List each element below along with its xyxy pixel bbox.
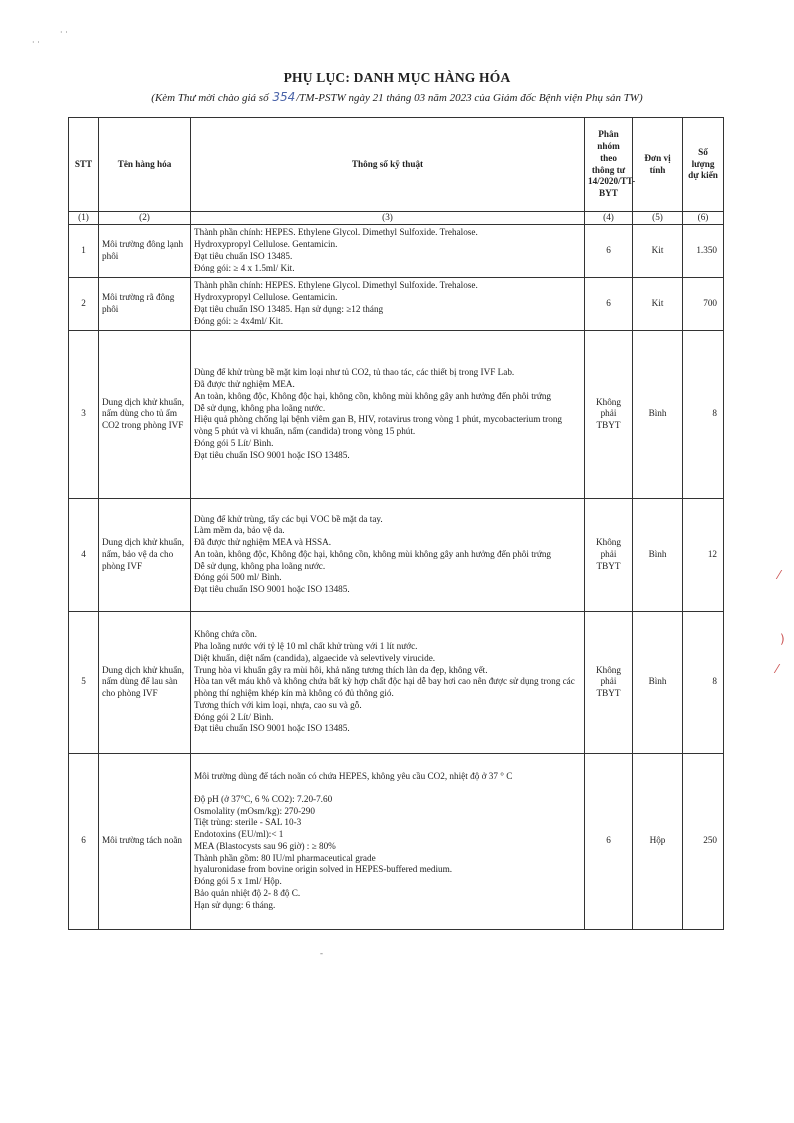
row-unit: Bình: [633, 611, 683, 753]
spec-line: Dễ sử dụng, không pha loãng nước.: [194, 560, 326, 571]
row-qty: 250: [683, 753, 724, 929]
table-row: [69, 753, 724, 929]
row-qty: 8: [683, 611, 724, 753]
spec-line: Dùng để khử trùng, tẩy các bụi VOC bề mặt da tay.: [194, 513, 383, 524]
spec-line: Tương thích với kim loại, nhựa, cao su và gỗ.: [194, 699, 362, 710]
spec-line: An toàn, không độc, Không độc hại, không cồn, không mùi không gây anh hưởng đến phôi trứng: [194, 390, 552, 401]
row-group: 6: [585, 753, 633, 929]
edge-mark: ⁄: [776, 662, 779, 676]
row-spec: [191, 611, 585, 753]
spec-line: Thành phần chính: HEPES. Ethylene Glycol. Dimethyl Sulfoxide. Trehalose.: [194, 280, 478, 291]
page-subtitle: [0, 90, 794, 104]
spec-line: Đạt tiêu chuẩn ISO 13485. Hạn sử dụng: ≥12 tháng: [194, 303, 384, 314]
spec-line: Đóng gói 5 x 1ml/ Hộp.: [194, 876, 282, 887]
table-row: [69, 224, 724, 277]
edge-mark: ): [780, 632, 785, 646]
row-spec: [191, 277, 585, 330]
goods-table: [68, 117, 724, 930]
row-unit: Hộp: [633, 753, 683, 929]
column-number-row: [69, 212, 724, 225]
subtitle-suffix: /TM-PSTW ngày 21 tháng 03 năm 2023 của Giám đốc Bệnh viện Phụ sản TW): [296, 92, 643, 104]
col-number: (6): [683, 212, 724, 225]
spec-line: Không chứa cồn.: [194, 629, 257, 640]
spec-line: Tiệt trùng: sterile - SAL 10-3: [194, 817, 302, 828]
row-qty: 700: [683, 277, 724, 330]
row-unit: Kit: [633, 277, 683, 330]
spec-line: Bảo quản nhiệt độ 2- 8 độ C.: [194, 887, 301, 898]
row-name: Môi trường rã đông phôi: [99, 277, 191, 330]
row-group: Không phải TBYT: [585, 498, 633, 611]
spec-line: Osmolality (mOsm/kg): 270-290: [194, 805, 315, 816]
row-group: 6: [585, 277, 633, 330]
spec-line: Làm mềm da, bảo vệ da.: [194, 525, 285, 536]
scan-speckle: · ·: [60, 28, 68, 37]
spec-line: Thành phần gồm: 80 IU/ml pharmaceutical grade: [194, 852, 376, 863]
spec-line: Hiệu quả phòng chống lại bệnh viêm gan B, HIV, rotavirus trong vòng 1 phút, mycobacterium trong vòng 5 phút và vi khuẩn, nấm (candida) trong vòng 15 phút.: [194, 414, 563, 437]
spec-line: Đã được thử nghiệm MEA.: [194, 378, 295, 389]
header-qty: Số lượng dự kiến: [683, 118, 724, 212]
spec-line: Độ pH (ở 37°C, 6 % CO2): 7.20-7.60: [194, 793, 333, 804]
row-group: 6: [585, 224, 633, 277]
row-stt: 2: [69, 277, 99, 330]
col-number: (4): [585, 212, 633, 225]
row-group: Không phải TBYT: [585, 611, 633, 753]
spec-line: Hydroxypropyl Cellulose. Gentamicin.: [194, 292, 338, 302]
spec-line: Đã được thử nghiệm MEA và HSSA.: [194, 537, 332, 548]
spec-line: Dùng để khử trùng bề mặt kim loại như tủ CO2, tủ thao tác, các thiết bị trong IVF Lab.: [194, 367, 515, 378]
spec-line: Môi trường dùng để tách noãn có chứa HEPES, không yêu cầu CO2, nhiệt độ ở 37 ° C: [194, 771, 513, 782]
scan-speckle: · ·: [32, 38, 40, 47]
spec-line: Đóng gói: ≥ 4 x 1.5ml/ Kit.: [194, 262, 295, 273]
scan-speckle: -: [320, 948, 323, 958]
row-unit: Bình: [633, 498, 683, 611]
row-unit: Kit: [633, 224, 683, 277]
spec-line: Pha loãng nước với tỷ lệ 10 ml chất khử trùng với 1 lít nước.: [194, 641, 418, 652]
row-spec: [191, 753, 585, 929]
row-qty: 1.350: [683, 224, 724, 277]
spec-line: Đạt tiêu chuẩn ISO 9001 hoặc ISO 13485.: [194, 723, 350, 734]
page-title: PHỤ LỤC: DANH MỤC HÀNG HÓA: [283, 70, 511, 85]
row-spec: [191, 224, 585, 277]
row-name: Môi trường tách noãn: [99, 753, 191, 929]
spec-line: Hòa tan vết máu khô và không chứa bất kỳ hợp chất độc hại dễ bay hơi cao nên được sử dụng trong các phòng thí nghiệm khép kín mà không có đủ thông gió.: [194, 676, 575, 699]
row-qty: 8: [683, 330, 724, 498]
row-stt: 1: [69, 224, 99, 277]
spec-line: Endotoxins (EU/ml):< 1: [194, 829, 284, 840]
header-unit: Đơn vị tính: [633, 118, 683, 212]
spec-line: Trung hòa vi khuẩn gây ra mùi hôi, khả năng tương thích làn da đẹp, không vết.: [194, 664, 488, 675]
spec-line: Hydroxypropyl Cellulose. Gentamicin.: [194, 239, 338, 249]
col-number: (5): [633, 212, 683, 225]
handwritten-number: 354: [272, 90, 296, 104]
col-number: (2): [99, 212, 191, 225]
spec-line: Đóng gói 5 Lít/ Bình.: [194, 437, 274, 448]
row-stt: 4: [69, 498, 99, 611]
spec-line: Đóng gói: ≥ 4x4ml/ Kit.: [194, 315, 284, 326]
spec-line: Hạn sử dụng: 6 tháng.: [194, 899, 276, 910]
table-row: [69, 277, 724, 330]
row-stt: 6: [69, 753, 99, 929]
spec-line: Đạt tiêu chuẩn ISO 9001 hoặc ISO 13485.: [194, 584, 350, 595]
row-stt: 3: [69, 330, 99, 498]
table-row: [69, 498, 724, 611]
row-name: Môi trường đông lạnh phôi: [99, 224, 191, 277]
spec-line: hyaluronidase from bovine origin solved in HEPES-buffered medium.: [194, 864, 453, 875]
row-name: Dung dịch khử khuẩn, nấm, bảo vệ da cho phòng IVF: [99, 498, 191, 611]
table-row: [69, 611, 724, 753]
spec-line: Đạt tiêu chuẩn ISO 9001 hoặc ISO 13485.: [194, 449, 350, 460]
col-number: (3): [191, 212, 585, 225]
row-name: Dung dịch khử khuẩn, nấm dùng cho tủ ấm CO2 trong phòng IVF: [99, 330, 191, 498]
spec-line: Diệt khuẩn, diệt nấm (candida), algaecide và selevtively virucide.: [194, 652, 436, 663]
table-row: [69, 330, 724, 498]
col-number: (1): [69, 212, 99, 225]
spec-line: Thành phần chính: HEPES. Ethylene Glycol. Dimethyl Sulfoxide. Trehalose.: [194, 227, 478, 238]
spec-line: MEA (Blastocysts sau 96 giờ) : ≥ 80%: [194, 840, 336, 851]
spec-line: An toàn, không độc, Không độc hại, không cồn, không mùi không gây anh hưởng đến phôi trứng: [194, 548, 552, 559]
subtitle-prefix: (Kèm Thư mời chào giá số: [151, 92, 272, 104]
header-stt: STT: [69, 118, 99, 212]
row-qty: 12: [683, 498, 724, 611]
spec-line: Đóng gói 500 ml/ Bình.: [194, 572, 282, 583]
row-group: Không phải TBYT: [585, 330, 633, 498]
row-name: Dung dịch khử khuẩn, nấm dùng để lau sàn cho phòng IVF: [99, 611, 191, 753]
row-unit: Bình: [633, 330, 683, 498]
spec-line: Dễ sử dụng, không pha loãng nước.: [194, 402, 326, 413]
row-spec: [191, 498, 585, 611]
header-name: Tên hàng hóa: [99, 118, 191, 212]
row-spec: [191, 330, 585, 498]
spec-line: Đạt tiêu chuẩn ISO 13485.: [194, 250, 293, 261]
spec-line: Đóng gói 2 Lít/ Bình.: [194, 711, 274, 722]
header-group: Phân nhóm theo thông tư 14/2020/TT-BYT: [585, 118, 633, 212]
header-spec: Thông số kỹ thuật: [191, 118, 585, 212]
row-stt: 5: [69, 611, 99, 753]
edge-mark: ⁄: [778, 568, 781, 582]
